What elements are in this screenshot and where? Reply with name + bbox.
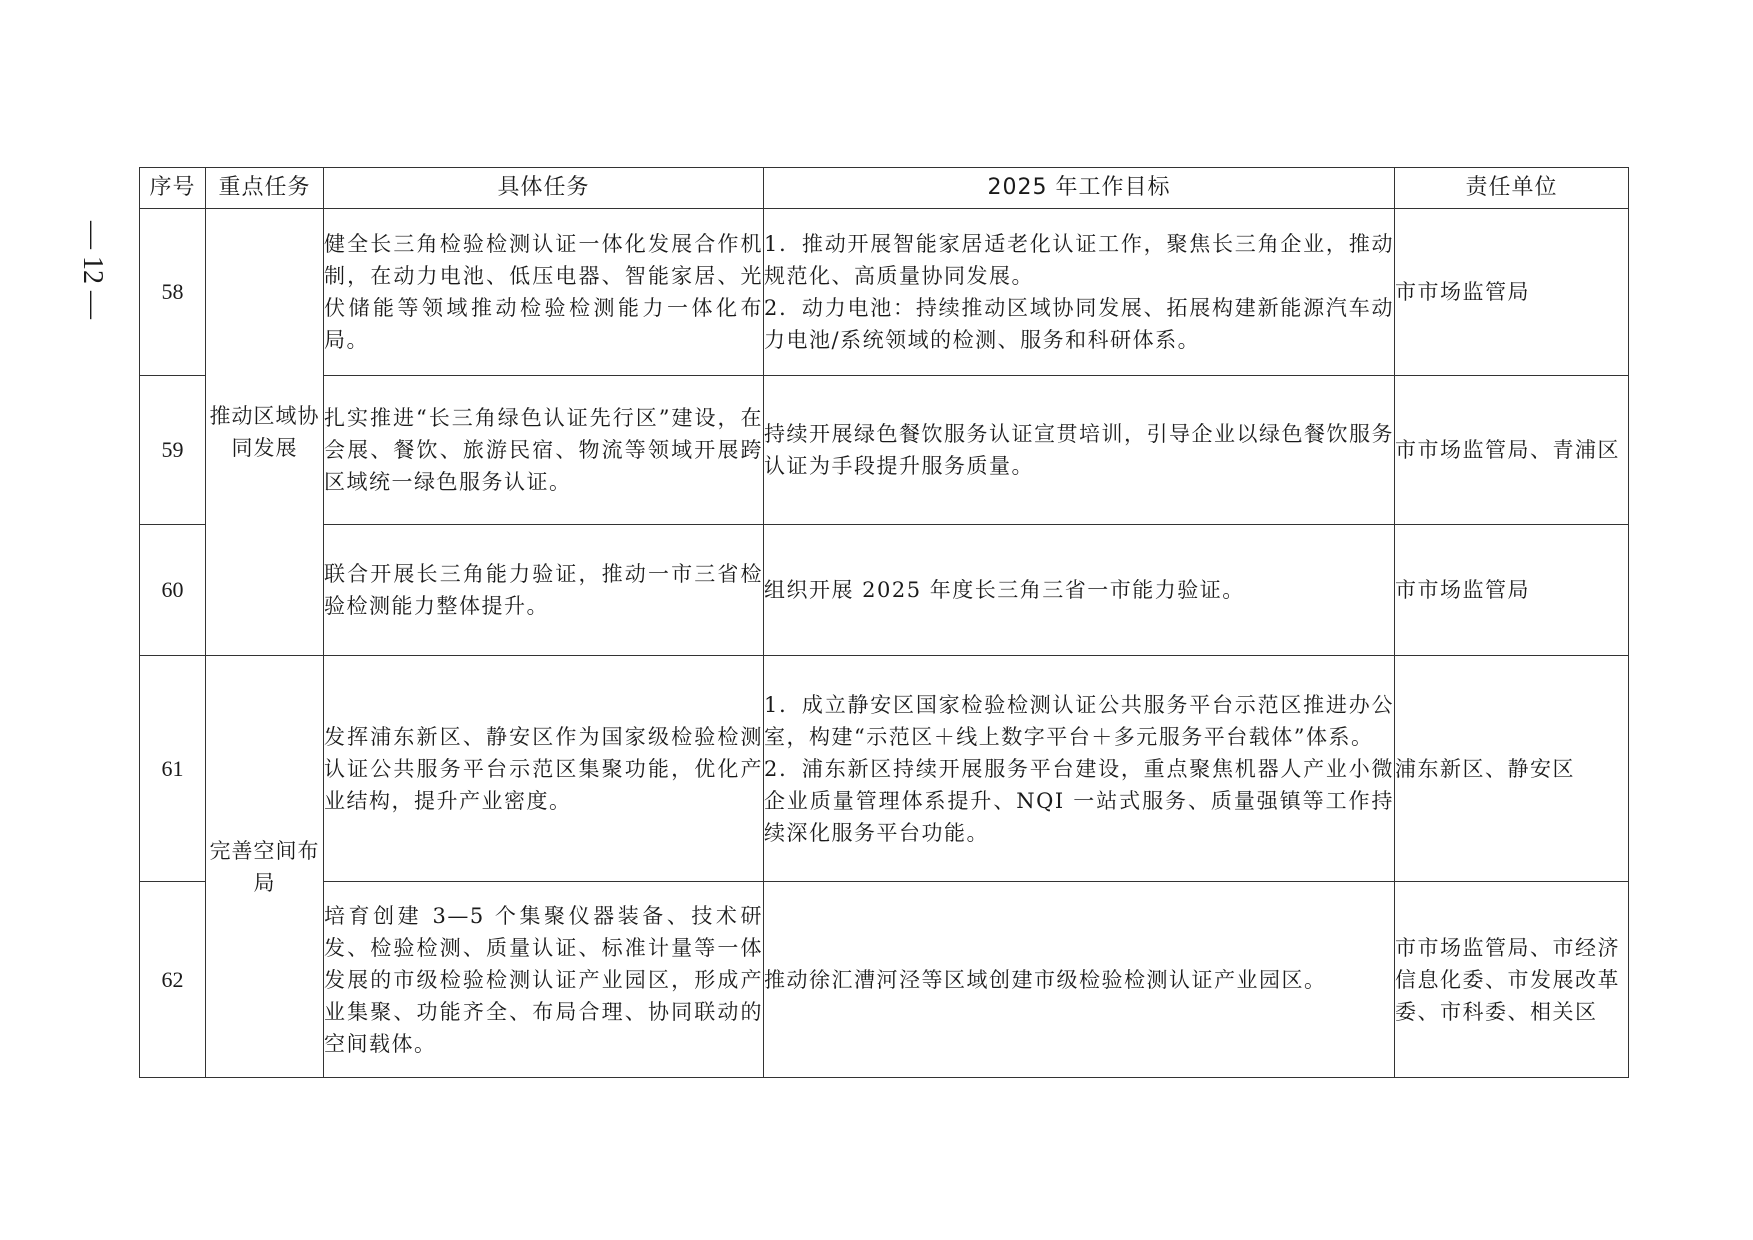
table-row [140,209,1629,376]
header-specific-task: 具体任务 [324,168,764,209]
goal-cell [764,376,1395,525]
goal-item: 2．动力电池：持续推动区域协同发展、拓展构建新能源汽车动力电池/系统领域的检测、服务和科研体系。 [764,296,1394,352]
table-row [140,376,1629,525]
goal-item: 推动徐汇漕河泾等区域创建市级检验检测认证产业园区。 [764,967,1327,992]
goal-cell [764,882,1395,1078]
goal-cell [764,656,1395,882]
table-header-row [140,168,1629,209]
responsible-cell: 市市场监管局 [1395,525,1629,656]
responsible-cell: 浦东新区、静安区 [1395,656,1629,882]
header-responsible: 责任单位 [1395,168,1629,209]
page-number: — 12 — [77,221,108,319]
header-goal-2025: 2025 年工作目标 [764,168,1395,209]
key-task-group: 完善空间布局 [206,656,324,1078]
goal-item: 1．推动开展智能家居适老化认证工作，聚焦长三角企业，推动规范化、高质量协同发展。 [764,232,1394,288]
goal-cell [764,525,1395,656]
row-seq: 59 [140,376,206,525]
responsible-cell: 市市场监管局、市经济信息化委、市发展改革委、市科委、相关区 [1395,882,1629,1078]
header-seq: 序号 [140,168,206,209]
row-seq: 62 [140,882,206,1078]
goal-item: 2．浦东新区持续开展服务平台建设，重点聚焦机器人产业小微企业质量管理体系提升、NQI 一站式服务、质量强镇等工作持续深化服务平台功能。 [764,756,1394,845]
goal-cell [764,209,1395,376]
goal-item: 1．成立静安区国家检验检测认证公共服务平台示范区推进办公室，构建“示范区＋线上数字平台＋多元服务平台载体”体系。 [764,692,1394,749]
row-seq: 61 [140,656,206,882]
row-seq: 60 [140,525,206,656]
specific-task-cell: 培育创建 3—5 个集聚仪器装备、技术研发、检验检测、质量认证、标准计量等一体发展的市级检验检测认证产业园区，形成产业集聚、功能齐全、布局合理、协同联动的空间载体。 [324,882,764,1078]
table-row [140,656,1629,882]
specific-task-cell: 扎实推进“长三角绿色认证先行区”建设，在会展、餐饮、旅游民宿、物流等领域开展跨区域统一绿色服务认证。 [324,376,764,525]
table-row [140,525,1629,656]
key-task-group: 推动区域协同发展 [206,209,324,656]
header-key-task: 重点任务 [206,168,324,209]
task-table [139,167,1629,1078]
goal-item: 持续开展绿色餐饮服务认证宣贯培训，引导企业以绿色餐饮服务认证为手段提升服务质量。 [764,422,1394,478]
responsible-cell: 市市场监管局、青浦区 [1395,376,1629,525]
goal-item: 组织开展 2025 年度长三角三省一市能力验证。 [764,578,1245,602]
responsible-cell: 市市场监管局 [1395,209,1629,376]
row-seq: 58 [140,209,206,376]
specific-task-cell: 联合开展长三角能力验证，推动一市三省检验检测能力整体提升。 [324,525,764,656]
specific-task-cell: 发挥浦东新区、静安区作为国家级检验检测认证公共服务平台示范区集聚功能，优化产业结构，提升产业密度。 [324,656,764,882]
table-row [140,882,1629,1078]
specific-task-cell: 健全长三角检验检测认证一体化发展合作机制，在动力电池、低压电器、智能家居、光伏储能等领域推动检验检测能力一体化布局。 [324,209,764,376]
